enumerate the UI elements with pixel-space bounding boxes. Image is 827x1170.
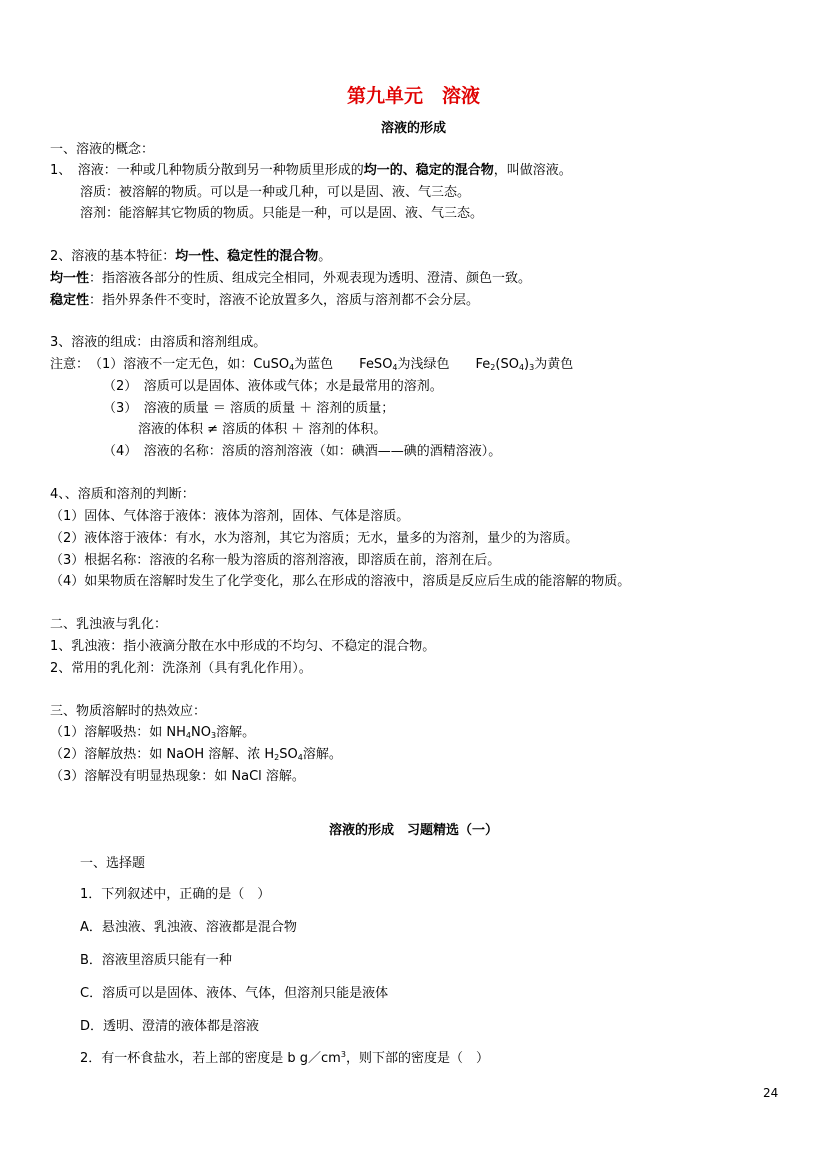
judgement-heading: 4、、溶质和溶剂的判断： [50,487,195,502]
judgement-4: （4）如果物质在溶解时发生了化学变化，那么在形成的溶液中，溶质是反应后生成的能溶解的物质。 [50,574,631,589]
heat-2-c: 溶解。 [302,747,342,762]
note-4: （4） 溶液的名称：溶质的溶剂溶液（如：碘酒——碘的酒精溶液）。 [103,444,502,459]
emulsion-heading: 二、乳浊液与乳化： [50,617,168,632]
heat-1-c: 溶解。 [216,725,256,740]
note-1-sub-fe2: 2 [490,363,496,372]
note-1-d: (SO [495,357,519,372]
solution-definition-end: ，叫做溶液。 [493,163,572,178]
note-1-sub-feso4: 4 [392,363,398,372]
judgement-1: （1）固体、气体溶于液体：液体为溶剂，固体、气体是溶质。 [50,509,410,524]
solute-definition: 溶质：被溶解的物质。可以是一种或几种，可以是固、液、气三态。 [80,185,471,200]
question-2-b: ，则下部的密度是（ ） [345,1051,489,1066]
question-1: 1．下列叙述中，正确的是（ ） [80,887,271,902]
note-1-sub-so4: 4 [518,363,525,372]
heat-2-a: （2）溶解放热：如 NaOH 溶解、浓 H [50,747,275,762]
solvent-definition: 溶剂：能溶解其它物质的物质。只能是一种，可以是固、液、气三态。 [80,206,484,221]
heat-1-b: NO [191,725,211,740]
exercise-heading: 一、选择题 [80,856,146,871]
features-heading-bold: 均一性、稳定性的混合物 [175,249,319,264]
uniformity-term: 均一性 [50,271,90,286]
question-2 [80,1050,489,1068]
heat-2 [50,746,342,764]
heat-heading: 三、物质溶解时的热效应： [50,704,207,719]
note-1 [50,356,573,374]
emulsion-1: 1、乳浊液：指小液滴分散在水中形成的不均匀、不稳定的混合物。 [50,639,436,654]
note-3: （3） 溶液的质量 ＝ 溶质的质量 ＋ 溶剂的质量； [103,401,395,416]
option-d: D．透明、澄清的液体都是溶液 [80,1019,260,1034]
note-1-sub-3: 3 [529,363,535,372]
solution-definition-text: 1、 溶液：一种或几种物质分散到另一种物质里形成的 [50,163,364,178]
document-title: 第九单元 溶液 [346,85,480,107]
uniformity-line [50,270,531,288]
option-b: B．溶液里溶质只能有一种 [80,953,232,968]
note-1-a: 注意： （1）溶液不一定无色，如：CuSO [50,357,290,372]
heat-3: （3）溶解没有明显热现象：如 NaCl 溶解。 [50,769,305,784]
heat-1 [50,724,255,742]
stability-line [50,292,479,310]
heat-1-sub-4: 4 [185,731,191,740]
page-number: 24 [763,1086,779,1100]
stability-term: 稳定性 [50,293,90,308]
solution-definition [50,162,572,180]
note-1-sub-cuso4: 4 [289,363,295,372]
composition-heading: 3、溶液的组成：由溶质和溶剂组成。 [50,335,267,350]
heat-2-sub-4: 4 [297,753,303,762]
features-heading-text: 2、溶液的基本特征： [50,249,176,264]
note-3-volume: 溶液的体积 ≠ 溶质的体积 ＋ 溶剂的体积。 [138,422,387,437]
uniformity-text: ：指溶液各部分的性质、组成完全相同，外观表现为透明、澄清、颜色一致。 [89,271,532,286]
question-2-sup: 3 [340,1050,346,1059]
note-1-c: 为浅绿色 Fe [397,357,491,372]
features-heading-end: 。 [318,249,332,264]
emulsion-2: 2、常用的乳化剂：洗涤剂（具有乳化作用）。 [50,661,312,676]
features-heading [50,248,331,266]
heat-2-b: SO [279,747,298,762]
option-c: C．溶质可以是固体、液体、气体，但溶剂只能是液体 [80,986,389,1001]
judgement-3: （3）根据名称：溶液的名称一般为溶质的溶剂溶液，即溶质在前，溶剂在后。 [50,553,501,568]
note-1-e: ) [524,357,530,372]
option-a: A．悬浊液、乳浊液、溶液都是混合物 [80,920,297,935]
exercise-title: 溶液的形成 习题精选（一） [328,823,498,838]
heat-2-sub-2: 2 [274,753,280,762]
note-1-b: 为蓝色 FeSO [294,357,393,372]
concept-heading: 一、溶液的概念： [50,142,155,157]
heat-1-a: （1）溶解吸热：如 NH [50,725,186,740]
section-title: 溶液的形成 [380,121,446,136]
stability-text: ：指外界条件不变时，溶液不论放置多久，溶质与溶剂都不会分层。 [89,293,480,308]
solution-definition-bold: 均一的、稳定的混合物 [363,163,494,178]
note-2: （2） 溶质可以是固体、液体或气体；水是最常用的溶剂。 [103,379,443,394]
note-1-f: 为黄色 [534,357,574,372]
question-2-a: 2．有一杯食盐水，若上部的密度是 b g／cm [80,1051,341,1066]
heat-1-sub-3: 3 [210,731,217,740]
judgement-2: （2）液体溶于液体：有水，水为溶剂，其它为溶质；无水，量多的为溶剂，量少的为溶质。 [50,531,579,546]
